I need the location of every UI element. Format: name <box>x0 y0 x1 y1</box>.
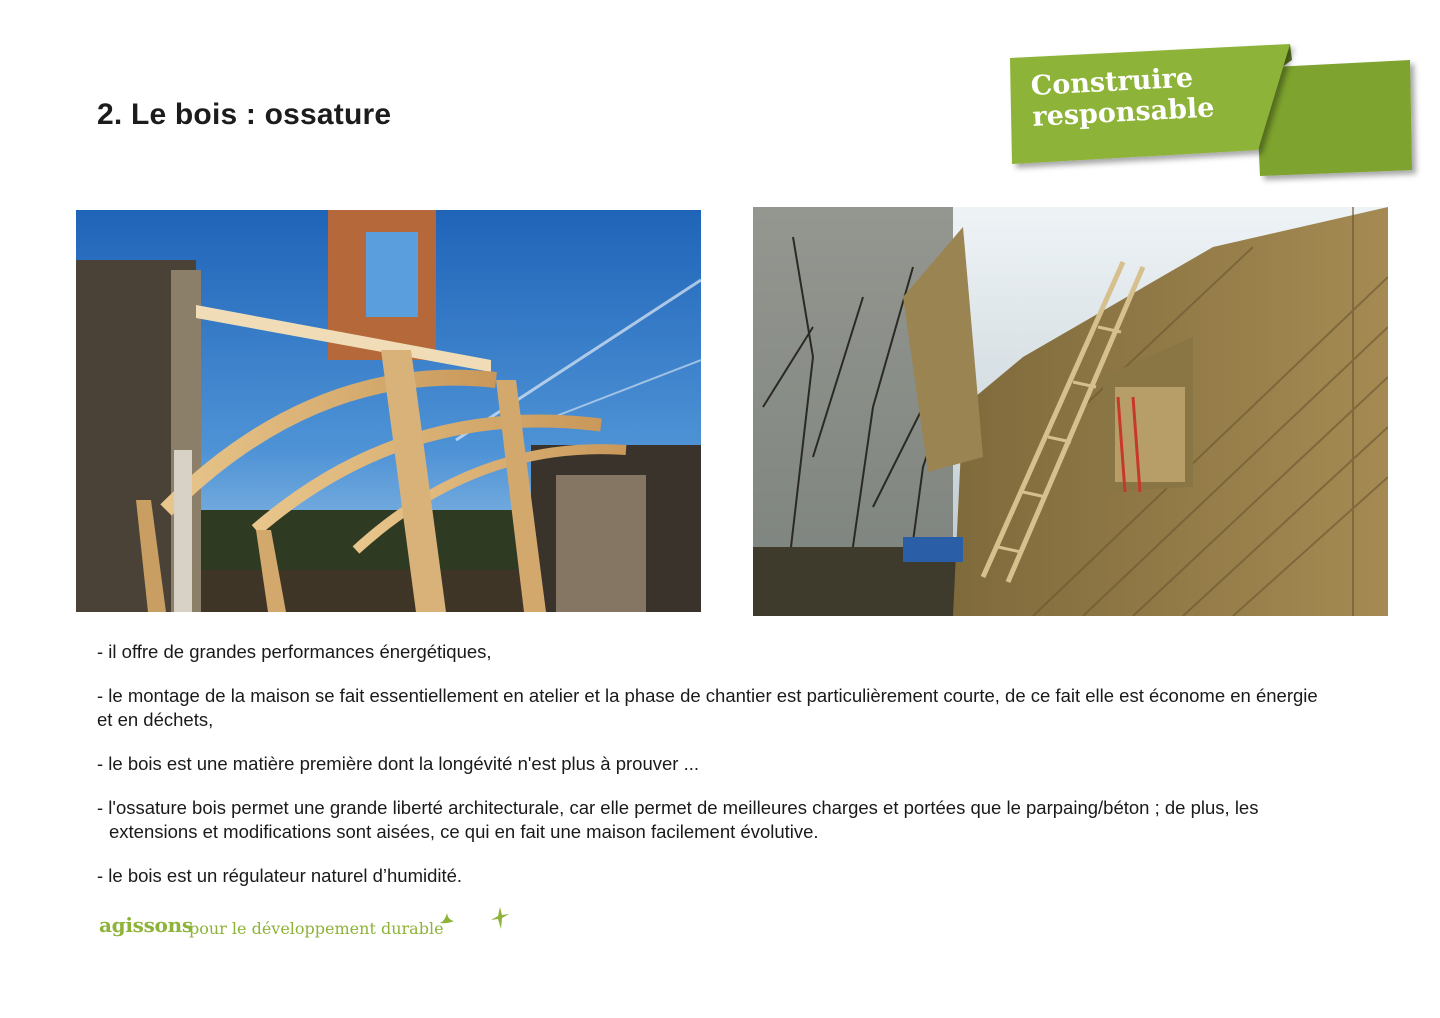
wood-cladding-wall-photo <box>753 207 1388 616</box>
section-ribbon <box>1000 38 1430 188</box>
bird-icon <box>437 907 457 927</box>
benefits-list <box>97 640 1327 908</box>
ribbon-line-1: Construire <box>1030 62 1194 102</box>
list-item: - le bois est une matière première dont la longévité n'est plus à prouver ... <box>97 753 700 774</box>
list-item: - le montage de la maison se fait essentiellement en atelier et la phase de chantier est particulièrement courte, de ce fait elle est économe en énergie et en déchets, <box>97 685 1318 730</box>
ribbon-line-2: responsable <box>1031 92 1216 133</box>
footer-slogan-text: pour le développement durable <box>189 919 444 938</box>
bird-icon <box>489 905 511 931</box>
list-item: - le bois est un régulateur naturel d’humidité. <box>97 865 463 886</box>
footer-brand: agissons <box>99 913 193 937</box>
footer-slogan <box>99 905 529 950</box>
list-item: - il offre de grandes performances énergétiques, <box>97 641 492 662</box>
page-title: 2. Le bois : ossature <box>97 98 392 131</box>
timber-frame-construction-photo <box>76 210 701 612</box>
list-item: - l'ossature bois permet une grande liberté architecturale, car elle permet de meilleures charges et portées que le parpaing/béton ; de plus, les extensions et modifications sont aisées, ce qui en fait une maison facilement évolutive. <box>97 797 1259 842</box>
ribbon-title <box>1030 59 1263 133</box>
